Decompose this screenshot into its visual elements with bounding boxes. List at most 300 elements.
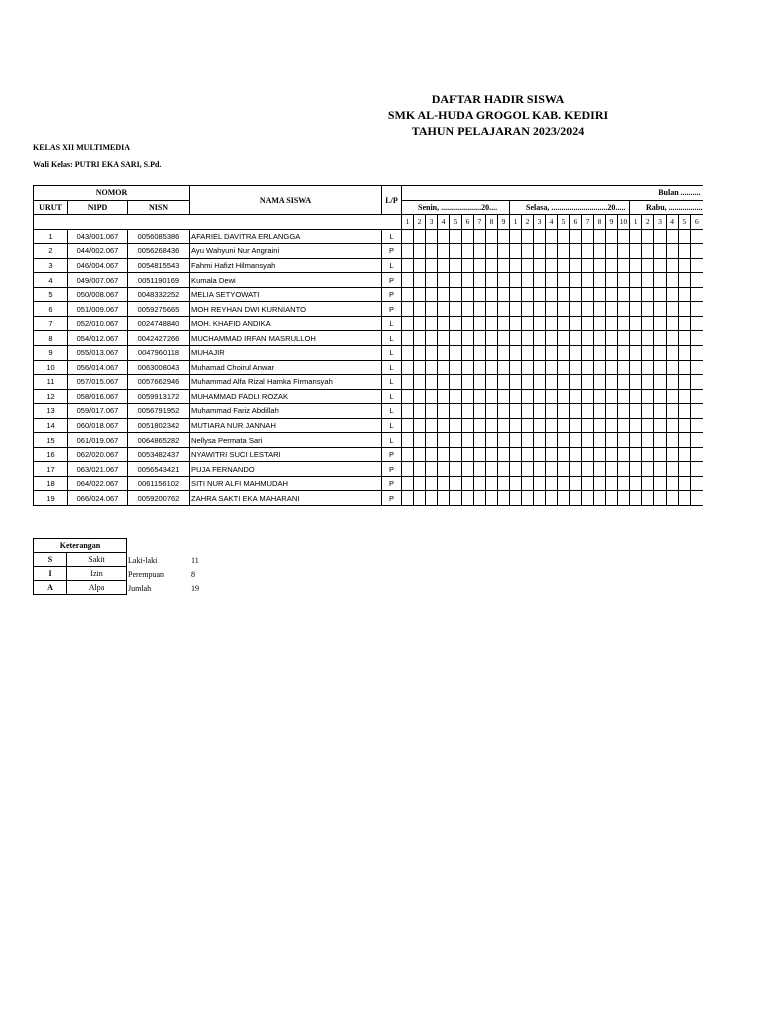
attendance-cell: [486, 375, 498, 390]
attendance-cell: [402, 375, 414, 390]
attendance-cell: [606, 433, 618, 448]
attendance-cell: [630, 302, 642, 317]
attendance-cell: [438, 433, 450, 448]
table-row: [34, 258, 703, 273]
cell-nisn: 0057662946: [128, 375, 190, 390]
attendance-cell: [450, 447, 462, 462]
attendance-cell: [522, 229, 534, 244]
attendance-cell: [486, 316, 498, 331]
attendance-cell: [654, 287, 666, 302]
table-row: [34, 273, 703, 288]
attendance-cell: [606, 389, 618, 404]
attendance-cell: [534, 418, 546, 433]
attendance-cell: [462, 346, 474, 361]
attendance-cell: [474, 346, 486, 361]
attendance-cell: [630, 433, 642, 448]
attendance-cell: [450, 346, 462, 361]
attendance-cell: [570, 229, 582, 244]
attendance-cell: [678, 229, 690, 244]
attendance-cell: [510, 433, 522, 448]
attendance-cell: [678, 360, 690, 375]
attendance-cell: [462, 302, 474, 317]
attendance-cell: [486, 331, 498, 346]
attendance-cell: [438, 331, 450, 346]
attendance-cell: [690, 360, 702, 375]
attendance-cell: [510, 404, 522, 419]
session-number-rabu: 1: [630, 215, 642, 230]
cell-nisn: 0059275665: [128, 302, 190, 317]
attendance-cell: [594, 491, 606, 506]
header-lp: L/P: [382, 186, 402, 215]
attendance-cell: [402, 244, 414, 259]
attendance-cell: [510, 389, 522, 404]
attendance-cell: [582, 360, 594, 375]
attendance-cell: [414, 229, 426, 244]
attendance-cell: [474, 258, 486, 273]
session-number-selasa: 6: [570, 215, 582, 230]
attendance-cell: [462, 360, 474, 375]
attendance-cell: [414, 331, 426, 346]
cell-nama: Muhamad Choirul Anwar: [190, 360, 382, 375]
attendance-cell: [402, 316, 414, 331]
attendance-cell: [402, 447, 414, 462]
attendance-cell: [618, 258, 630, 273]
session-number-selasa: 4: [546, 215, 558, 230]
attendance-cell: [486, 462, 498, 477]
attendance-cell: [510, 491, 522, 506]
attendance-cell: [510, 360, 522, 375]
attendance-cell: [678, 433, 690, 448]
cell-lp: P: [382, 447, 402, 462]
cell-nipd: 057/015.067: [68, 375, 128, 390]
attendance-cell: [462, 229, 474, 244]
attendance-cell: [450, 316, 462, 331]
attendance-cell: [666, 331, 678, 346]
attendance-cell: [402, 433, 414, 448]
attendance-cell: [606, 287, 618, 302]
legend-code: I: [34, 567, 67, 581]
attendance-cell: [690, 287, 702, 302]
attendance-cell: [678, 404, 690, 419]
attendance-cell: [402, 229, 414, 244]
attendance-cell: [474, 287, 486, 302]
header-nama: NAMA SISWA: [190, 186, 382, 215]
attendance-cell: [678, 389, 690, 404]
attendance-cell: [498, 462, 510, 477]
attendance-table: [33, 185, 703, 506]
session-number-senin: 5: [450, 215, 462, 230]
attendance-cell: [690, 418, 702, 433]
attendance-cell: [642, 491, 654, 506]
cell-lp: P: [382, 244, 402, 259]
cell-urut: 9: [34, 346, 68, 361]
attendance-cell: [486, 346, 498, 361]
attendance-cell: [570, 462, 582, 477]
session-number-selasa: 5: [558, 215, 570, 230]
attendance-cell: [402, 404, 414, 419]
attendance-cell: [546, 476, 558, 491]
attendance-cell: [498, 404, 510, 419]
attendance-cell: [534, 229, 546, 244]
attendance-cell: [438, 375, 450, 390]
session-number-senin: 2: [414, 215, 426, 230]
attendance-cell: [630, 273, 642, 288]
attendance-cell: [678, 462, 690, 477]
attendance-cell: [582, 229, 594, 244]
header-bulan: Bulan ..........: [402, 186, 703, 201]
attendance-cell: [666, 302, 678, 317]
attendance-cell: [582, 389, 594, 404]
attendance-cell: [498, 302, 510, 317]
attendance-cell: [642, 418, 654, 433]
attendance-cell: [438, 462, 450, 477]
cell-urut: 13: [34, 404, 68, 419]
cell-urut: 2: [34, 244, 68, 259]
cell-nisn: 0056543421: [128, 462, 190, 477]
attendance-cell: [618, 418, 630, 433]
attendance-cell: [690, 491, 702, 506]
attendance-cell: [558, 287, 570, 302]
attendance-cell: [570, 258, 582, 273]
attendance-cell: [450, 476, 462, 491]
session-number-senin: 4: [438, 215, 450, 230]
attendance-cell: [654, 433, 666, 448]
homeroom-teacher: Wali Kelas: PUTRI EKA SARI, S.Pd.: [33, 160, 162, 169]
attendance-cell: [474, 433, 486, 448]
attendance-cell: [426, 244, 438, 259]
attendance-cell: [522, 287, 534, 302]
session-number-selasa: 1: [510, 215, 522, 230]
cell-nama: MUCHAMMAD IRFAN MASRULLOH: [190, 331, 382, 346]
attendance-cell: [570, 316, 582, 331]
attendance-cell: [462, 433, 474, 448]
attendance-cell: [642, 462, 654, 477]
attendance-cell: [570, 244, 582, 259]
attendance-cell: [546, 229, 558, 244]
attendance-cell: [534, 273, 546, 288]
attendance-cell: [522, 476, 534, 491]
attendance-cell: [630, 404, 642, 419]
attendance-cell: [414, 491, 426, 506]
attendance-cell: [414, 346, 426, 361]
attendance-cell: [546, 447, 558, 462]
attendance-cell: [426, 476, 438, 491]
attendance-cell: [510, 331, 522, 346]
attendance-cell: [546, 346, 558, 361]
cell-nipd: 043/001.067: [68, 229, 128, 244]
attendance-cell: [582, 404, 594, 419]
cell-nama: Kumala Dewi: [190, 273, 382, 288]
attendance-cell: [498, 229, 510, 244]
attendance-cell: [414, 375, 426, 390]
attendance-cell: [522, 375, 534, 390]
table-row: [34, 316, 703, 331]
attendance-cell: [618, 302, 630, 317]
attendance-cell: [558, 389, 570, 404]
attendance-cell: [450, 360, 462, 375]
cell-nisn: 0064865282: [128, 433, 190, 448]
attendance-cell: [510, 418, 522, 433]
attendance-cell: [582, 375, 594, 390]
attendance-cell: [462, 244, 474, 259]
attendance-cell: [654, 331, 666, 346]
attendance-cell: [474, 447, 486, 462]
attendance-cell: [498, 360, 510, 375]
attendance-cell: [426, 418, 438, 433]
attendance-cell: [426, 433, 438, 448]
attendance-cell: [690, 404, 702, 419]
attendance-cell: [414, 273, 426, 288]
cell-lp: P: [382, 273, 402, 288]
attendance-cell: [450, 462, 462, 477]
attendance-cell: [474, 302, 486, 317]
cell-nipd: 054/012.067: [68, 331, 128, 346]
attendance-cell: [462, 462, 474, 477]
attendance-cell: [582, 462, 594, 477]
attendance-cell: [474, 316, 486, 331]
cell-lp: L: [382, 360, 402, 375]
session-number-selasa: 9: [606, 215, 618, 230]
attendance-cell: [510, 244, 522, 259]
attendance-cell: [426, 462, 438, 477]
attendance-cell: [558, 229, 570, 244]
attendance-cell: [690, 375, 702, 390]
cell-nama: MOH REYHAN DWI KURNIANTO: [190, 302, 382, 317]
attendance-cell: [438, 229, 450, 244]
attendance-cell: [690, 258, 702, 273]
attendance-cell: [426, 375, 438, 390]
cell-urut: 12: [34, 389, 68, 404]
attendance-cell: [546, 302, 558, 317]
cell-nama: Ayu Wahyuni Nur Angraini: [190, 244, 382, 259]
attendance-cell: [570, 476, 582, 491]
attendance-cell: [606, 360, 618, 375]
attendance-cell: [450, 258, 462, 273]
attendance-cell: [642, 447, 654, 462]
attendance-cell: [486, 447, 498, 462]
attendance-cell: [546, 244, 558, 259]
attendance-cell: [522, 331, 534, 346]
attendance-cell: [690, 476, 702, 491]
attendance-cell: [462, 389, 474, 404]
summary-value: 11: [191, 556, 199, 565]
attendance-cell: [486, 258, 498, 273]
attendance-cell: [462, 316, 474, 331]
session-number-selasa: 8: [594, 215, 606, 230]
attendance-cell: [402, 462, 414, 477]
attendance-cell: [522, 404, 534, 419]
session-number-senin: 9: [498, 215, 510, 230]
cell-urut: 16: [34, 447, 68, 462]
attendance-cell: [534, 331, 546, 346]
attendance-cell: [558, 302, 570, 317]
attendance-cell: [558, 331, 570, 346]
attendance-cell: [498, 287, 510, 302]
attendance-cell: [486, 244, 498, 259]
cell-urut: 10: [34, 360, 68, 375]
attendance-cell: [510, 273, 522, 288]
attendance-cell: [654, 258, 666, 273]
attendance-cell: [654, 418, 666, 433]
attendance-cell: [438, 316, 450, 331]
attendance-cell: [450, 491, 462, 506]
attendance-cell: [582, 302, 594, 317]
attendance-cell: [498, 346, 510, 361]
attendance-cell: [522, 389, 534, 404]
attendance-cell: [618, 346, 630, 361]
attendance-cell: [582, 316, 594, 331]
attendance-cell: [486, 389, 498, 404]
attendance-cell: [486, 418, 498, 433]
attendance-cell: [402, 476, 414, 491]
cell-nisn: 0059913172: [128, 389, 190, 404]
attendance-cell: [666, 389, 678, 404]
attendance-cell: [546, 404, 558, 419]
attendance-cell: [678, 258, 690, 273]
attendance-cell: [666, 258, 678, 273]
attendance-cell: [426, 389, 438, 404]
cell-lp: L: [382, 389, 402, 404]
attendance-cell: [666, 346, 678, 361]
attendance-cell: [498, 258, 510, 273]
attendance-cell: [534, 375, 546, 390]
attendance-cell: [498, 447, 510, 462]
cell-urut: 11: [34, 375, 68, 390]
cell-lp: P: [382, 302, 402, 317]
attendance-cell: [594, 462, 606, 477]
attendance-cell: [534, 360, 546, 375]
attendance-cell: [558, 375, 570, 390]
attendance-cell: [678, 331, 690, 346]
attendance-cell: [438, 476, 450, 491]
session-number-rabu: 4: [666, 215, 678, 230]
attendance-cell: [690, 447, 702, 462]
attendance-cell: [402, 360, 414, 375]
attendance-cell: [426, 447, 438, 462]
table-row: [34, 476, 703, 491]
table-row: [34, 331, 703, 346]
attendance-cell: [582, 244, 594, 259]
table-row: [34, 302, 703, 317]
attendance-cell: [462, 491, 474, 506]
attendance-cell: [594, 360, 606, 375]
attendance-cell: [402, 258, 414, 273]
attendance-cell: [522, 447, 534, 462]
attendance-cell: [498, 389, 510, 404]
attendance-cell: [630, 360, 642, 375]
attendance-cell: [594, 346, 606, 361]
cell-nama: MUHAJIR: [190, 346, 382, 361]
cell-nisn: 0056085386: [128, 229, 190, 244]
attendance-cell: [618, 404, 630, 419]
attendance-cell: [450, 229, 462, 244]
cell-urut: 18: [34, 476, 68, 491]
attendance-cell: [606, 273, 618, 288]
attendance-cell: [438, 287, 450, 302]
attendance-cell: [546, 389, 558, 404]
attendance-cell: [414, 302, 426, 317]
cell-nisn: 0059200762: [128, 491, 190, 506]
attendance-cell: [558, 418, 570, 433]
attendance-cell: [594, 418, 606, 433]
attendance-cell: [534, 316, 546, 331]
attendance-cell: [438, 491, 450, 506]
attendance-cell: [402, 491, 414, 506]
cell-nama: Fahmi Hafizt Hilmansyah: [190, 258, 382, 273]
attendance-cell: [678, 316, 690, 331]
cell-urut: 6: [34, 302, 68, 317]
attendance-cell: [474, 360, 486, 375]
session-number-senin: 6: [462, 215, 474, 230]
attendance-cell: [630, 258, 642, 273]
cell-nipd: 062/020.067: [68, 447, 128, 462]
session-number-selasa: 2: [522, 215, 534, 230]
attendance-cell: [498, 273, 510, 288]
attendance-cell: [606, 346, 618, 361]
attendance-cell: [450, 273, 462, 288]
attendance-cell: [522, 433, 534, 448]
session-number-senin: 7: [474, 215, 486, 230]
cell-nisn: 0048332252: [128, 287, 190, 302]
attendance-cell: [582, 287, 594, 302]
table-row: [34, 447, 703, 462]
attendance-cell: [666, 287, 678, 302]
attendance-cell: [534, 244, 546, 259]
attendance-cell: [642, 302, 654, 317]
cell-nama: AFARIEL DAVITRA ERLANGGA: [190, 229, 382, 244]
attendance-cell: [558, 273, 570, 288]
attendance-cell: [630, 244, 642, 259]
cell-nisn: 0042427266: [128, 331, 190, 346]
attendance-cell: [594, 447, 606, 462]
attendance-cell: [558, 447, 570, 462]
attendance-cell: [630, 316, 642, 331]
legend-code: A: [34, 581, 67, 595]
attendance-cell: [606, 316, 618, 331]
session-number-row: [34, 215, 703, 230]
attendance-cell: [618, 273, 630, 288]
header-urut: URUT: [34, 200, 68, 215]
session-number-senin: 8: [486, 215, 498, 230]
attendance-cell: [642, 375, 654, 390]
attendance-cell: [630, 229, 642, 244]
attendance-cell: [654, 491, 666, 506]
attendance-cell: [570, 273, 582, 288]
cell-nama: MOH. KHAFID ANDIKA: [190, 316, 382, 331]
attendance-cell: [666, 316, 678, 331]
attendance-cell: [522, 360, 534, 375]
attendance-cell: [462, 418, 474, 433]
attendance-cell: [582, 418, 594, 433]
attendance-cell: [414, 433, 426, 448]
attendance-cell: [606, 491, 618, 506]
summary-female: [128, 570, 195, 579]
cell-nipd: 046/004.067: [68, 258, 128, 273]
cell-urut: 19: [34, 491, 68, 506]
attendance-cell: [642, 346, 654, 361]
attendance-cell: [690, 273, 702, 288]
attendance-cell: [642, 404, 654, 419]
attendance-cell: [498, 476, 510, 491]
attendance-cell: [642, 287, 654, 302]
attendance-cell: [486, 491, 498, 506]
attendance-cell: [522, 316, 534, 331]
table-row: [34, 491, 703, 506]
attendance-cell: [570, 360, 582, 375]
cell-urut: 4: [34, 273, 68, 288]
cell-nama: Muhammad Alfa Rizal Hamka Firmansyah: [190, 375, 382, 390]
attendance-cell: [594, 389, 606, 404]
